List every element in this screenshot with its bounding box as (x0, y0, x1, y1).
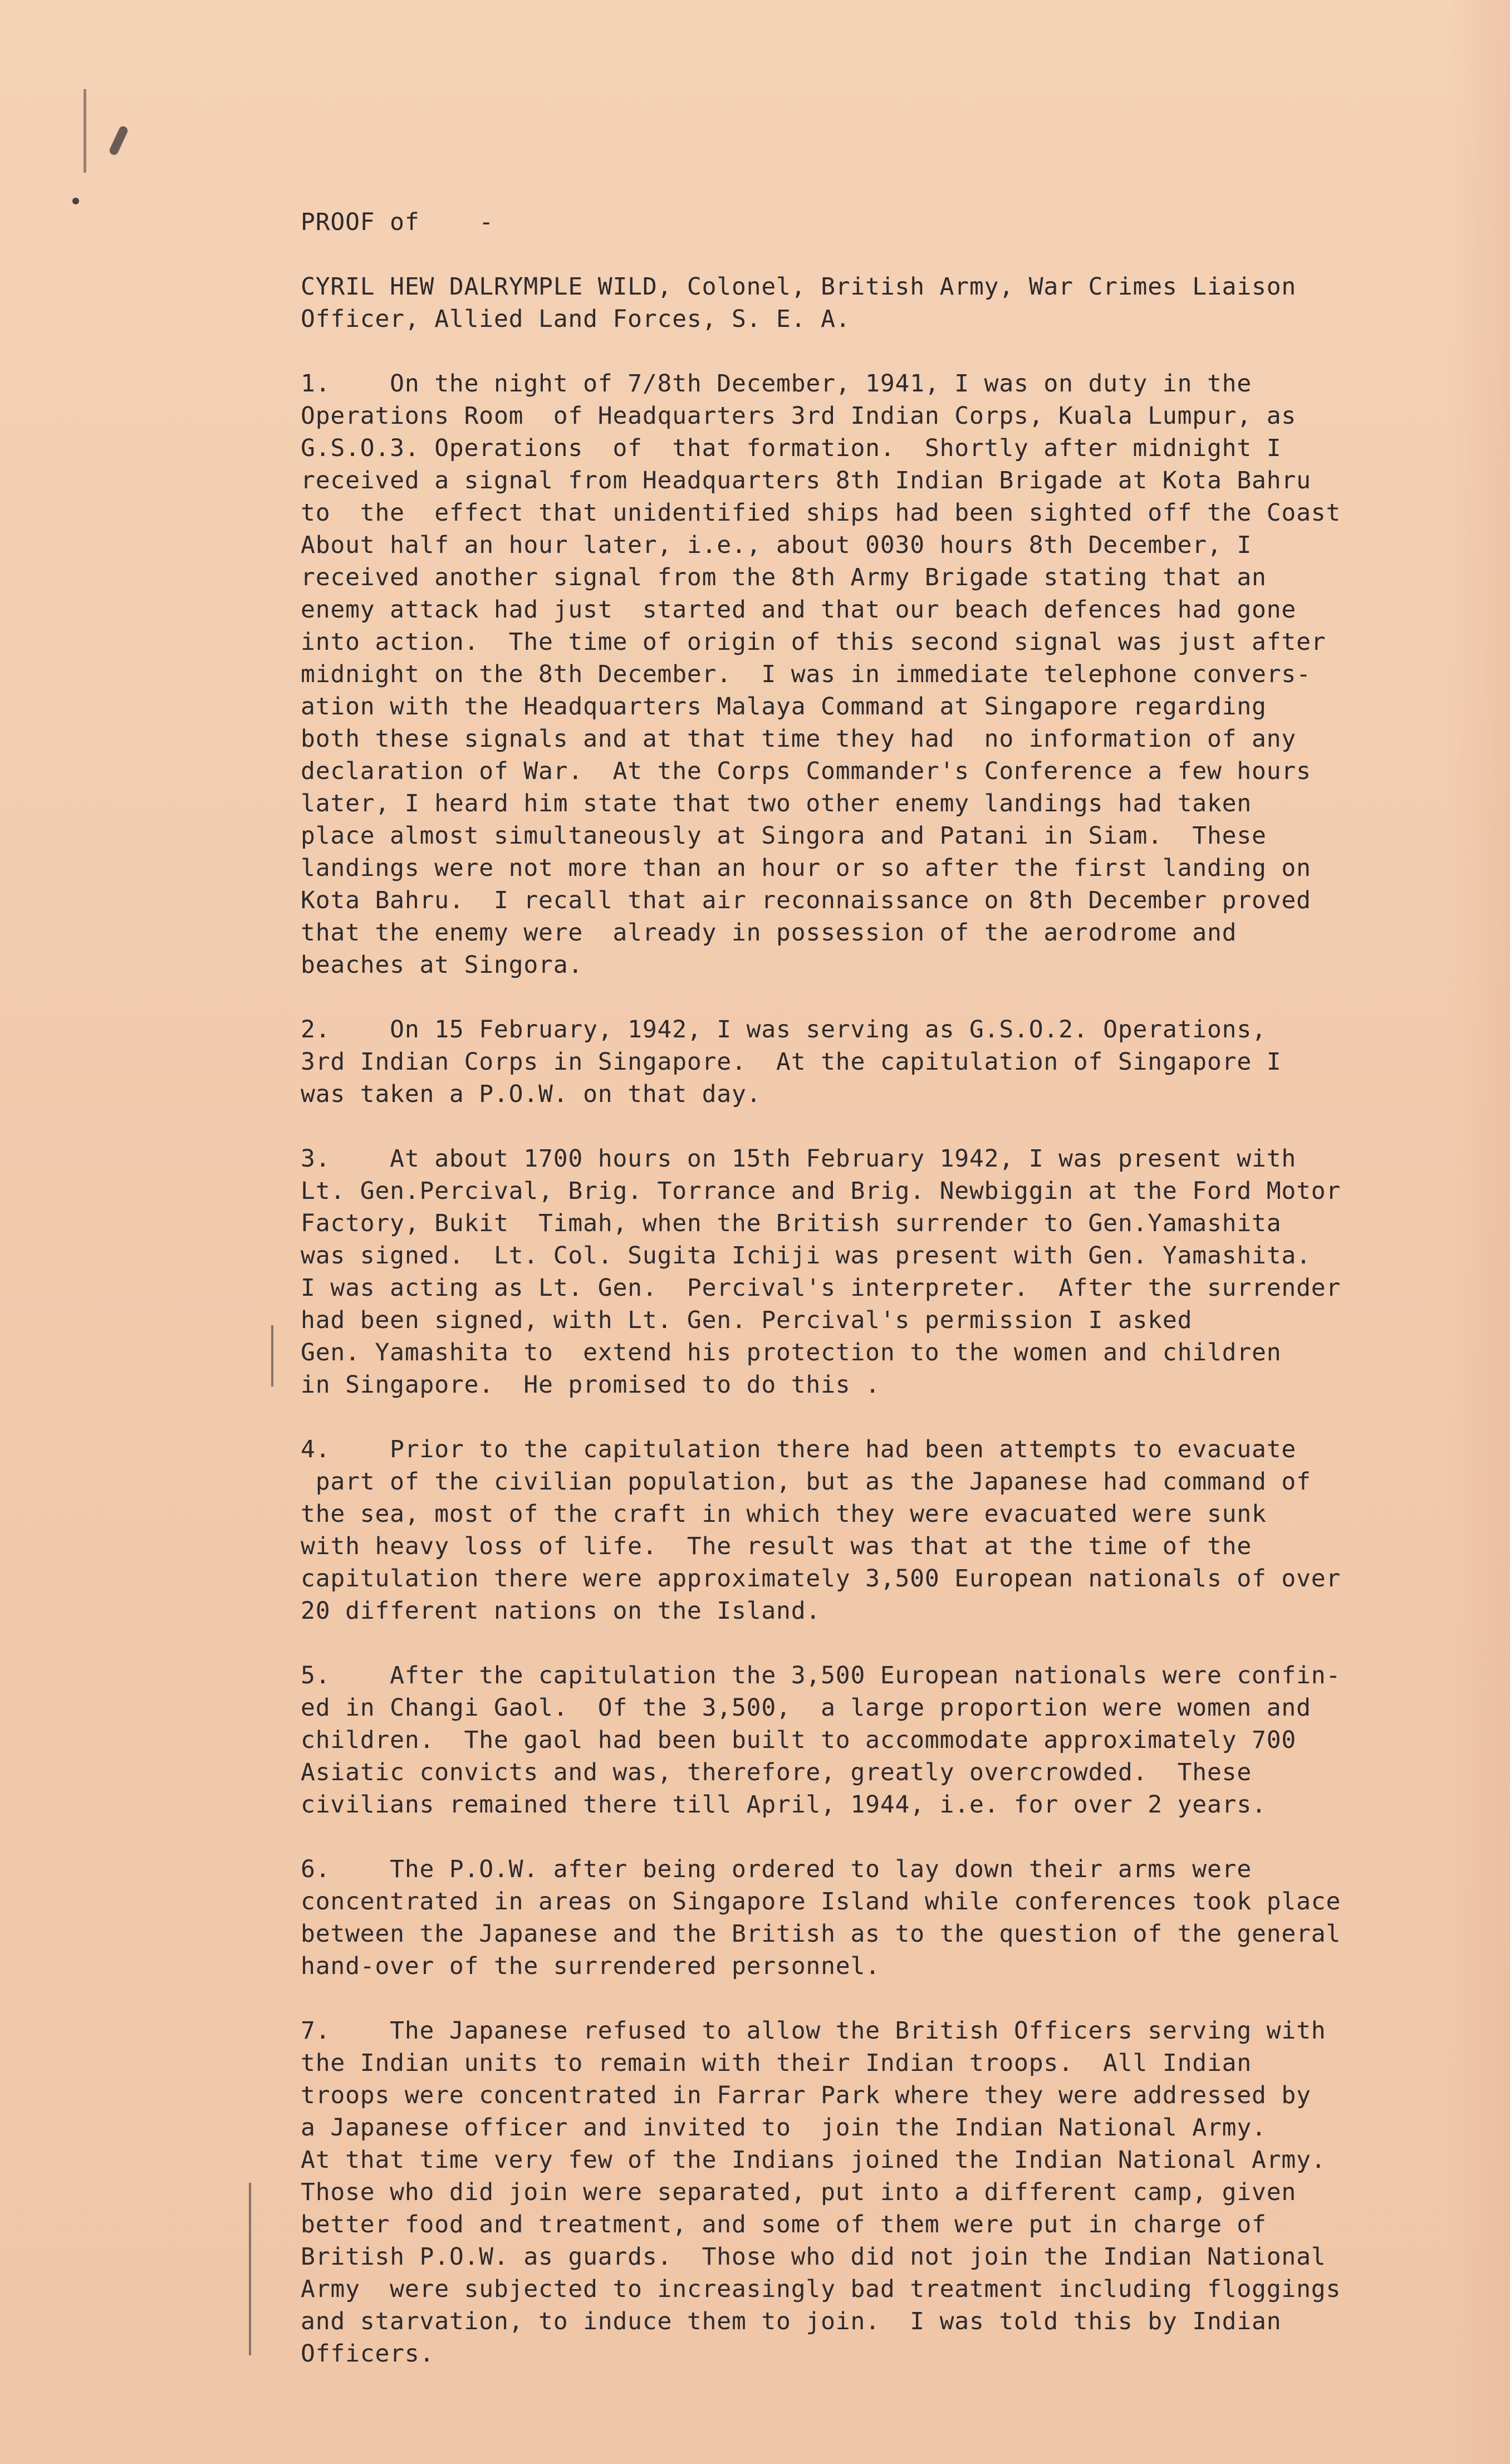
text-line: enemy attack had just started and that our beach defences had gone (301, 596, 1297, 624)
text-line: concentrated in areas on Singapore Island while conferences took place (301, 1888, 1341, 1916)
text-line: 2. On 15 February, 1942, I was serving as G.S.O.2. Operations, (301, 1016, 1267, 1044)
text-line: At that time very few of the Indians joined the Indian National Army. (301, 2146, 1326, 2174)
text-line: midnight on the 8th December. I was in immediate telephone convers- (301, 660, 1311, 688)
text-line: Operations Room of Headquarters 3rd Indian Corps, Kuala Lumpur, as (301, 402, 1297, 430)
text-line: to the effect that unidentified ships had been sighted off the Coast (301, 499, 1341, 527)
proof-label: PROOF of (301, 208, 420, 236)
text-line: part of the civilian population, but as the Japanese had command of (301, 1468, 1311, 1496)
text-line: that the enemy were already in possession of the aerodrome and (301, 919, 1237, 947)
text-line: Those who did join were separated, put into a different camp, given (301, 2178, 1297, 2206)
text-line: Gen. Yamashita to extend his protection to the women and children (301, 1339, 1282, 1366)
proof-dash: - (479, 208, 494, 236)
margin-bar-para3 (271, 1325, 273, 1387)
deponent-line: Officer, Allied Land Forces, S. E. A. (301, 305, 851, 333)
text-line: Officers. (301, 2340, 435, 2368)
text-line: 6. The P.O.W. after being ordered to lay down their arms were (301, 1855, 1252, 1883)
text-line: ed in Changi Gaol. Of the 3,500, a large proportion were women and (301, 1694, 1311, 1722)
paragraph-2 (301, 1013, 1425, 1110)
text-line: was signed. Lt. Col. Sugita Ichiji was present with Gen. Yamashita. (301, 1242, 1311, 1270)
text-line: G.S.O.3. Operations of that formation. Shortly after midnight I (301, 434, 1282, 462)
text-line: civilians remained there till April, 1944, i.e. for over 2 years. (301, 1791, 1267, 1819)
text-line: Kota Bahru. I recall that air reconnaissance on 8th December proved (301, 886, 1311, 914)
text-line: in Singapore. He promised to do this . (301, 1371, 880, 1399)
ink-mark-hook (108, 125, 129, 156)
text-line: ation with the Headquarters Malaya Command at Singapore regarding (301, 693, 1267, 721)
text-line: 3rd Indian Corps in Singapore. At the capitulation of Singapore I (301, 1048, 1282, 1076)
text-line: I was acting as Lt. Gen. Percival's interpreter. After the surrender (301, 1274, 1341, 1302)
paragraph-5 (301, 1659, 1425, 1821)
text-line: with heavy loss of life. The result was that at the time of the (301, 1532, 1252, 1560)
text-line: landings were not more than an hour or so after the first landing on (301, 854, 1311, 882)
text-line: Lt. Gen.Percival, Brig. Torrance and Brig. Newbiggin at the Ford Motor (301, 1177, 1341, 1205)
deponent-line: CYRIL HEW DALRYMPLE WILD, Colonel, British Army, War Crimes Liaison (301, 273, 1297, 301)
paragraph-6 (301, 1853, 1425, 1982)
text-line: British P.O.W. as guards. Those who did not join the Indian National (301, 2243, 1326, 2271)
text-line: both these signals and at that time they had no information of any (301, 725, 1297, 753)
text-line: 20 different nations on the Island. (301, 1597, 821, 1625)
text-line: capitulation there were approximately 3,500 European nationals of over (301, 1565, 1341, 1593)
text-line: 7. The Japanese refused to allow the British Officers serving with (301, 2017, 1326, 2045)
text-line: hand-over of the surrendered personnel. (301, 1952, 880, 1980)
text-line: 1. On the night of 7/8th December, 1941, I was on duty in the (301, 370, 1252, 398)
text-line: later, I heard him state that two other enemy landings had taken (301, 790, 1252, 817)
text-line: Factory, Bukit Timah, when the British surrender to Gen.Yamashita (301, 1209, 1282, 1237)
text-line: Army were subjected to increasingly bad treatment including floggings (301, 2275, 1341, 2303)
margin-bar-para7 (249, 2183, 251, 2355)
text-line: received another signal from the 8th Army Brigade stating that an (301, 564, 1267, 591)
text-line: children. The gaol had been built to accommodate approximately 700 (301, 1726, 1297, 1754)
document-body (301, 206, 1425, 2402)
deponent-block (301, 271, 1425, 335)
text-line: Asiatic convicts and was, therefore, greatly overcrowded. These (301, 1758, 1252, 1786)
text-line: About half an hour later, i.e., about 0030 hours 8th December, I (301, 531, 1252, 559)
text-line: was taken a P.O.W. on that day. (301, 1080, 762, 1108)
text-line: received a signal from Headquarters 8th Indian Brigade at Kota Bahru (301, 467, 1311, 494)
text-line: into action. The time of origin of this second signal was just after (301, 628, 1326, 656)
text-line: the sea, most of the craft in which they were evacuated were sunk (301, 1500, 1267, 1528)
text-line: beaches at Singora. (301, 951, 584, 979)
text-line: better food and treatment, and some of them were put in charge of (301, 2211, 1267, 2238)
text-line: the Indian units to remain with their Indian troops. All Indian (301, 2049, 1252, 2077)
text-line: 5. After the capitulation the 3,500 European nationals were confin- (301, 1662, 1341, 1689)
paper-edge-shading (1449, 0, 1510, 2464)
text-line: declaration of War. At the Corps Commander's Conference a few hours (301, 757, 1311, 785)
paragraph-4 (301, 1433, 1425, 1627)
paragraph-7 (301, 2015, 1425, 2370)
text-line: 4. Prior to the capitulation there had been attempts to evacuate (301, 1436, 1297, 1463)
text-line: place almost simultaneously at Singora and Patani in Siam. These (301, 822, 1267, 850)
text-line: between the Japanese and the British as to the question of the general (301, 1920, 1341, 1948)
text-line: troops were concentrated in Farrar Park where they were addressed by (301, 2081, 1311, 2109)
paragraph-1 (301, 368, 1425, 981)
text-line: had been signed, with Lt. Gen. Percival's permission I asked (301, 1306, 1193, 1334)
ink-mark-top (84, 89, 86, 173)
ink-dot (72, 198, 79, 204)
proof-heading (301, 206, 1425, 238)
text-line: 3. At about 1700 hours on 15th February 1942, I was present with (301, 1145, 1297, 1173)
text-line: a Japanese officer and invited to join the Indian National Army. (301, 2114, 1267, 2142)
paragraph-3 (301, 1143, 1425, 1401)
text-line: and starvation, to induce them to join. I was told this by Indian (301, 2308, 1282, 2335)
